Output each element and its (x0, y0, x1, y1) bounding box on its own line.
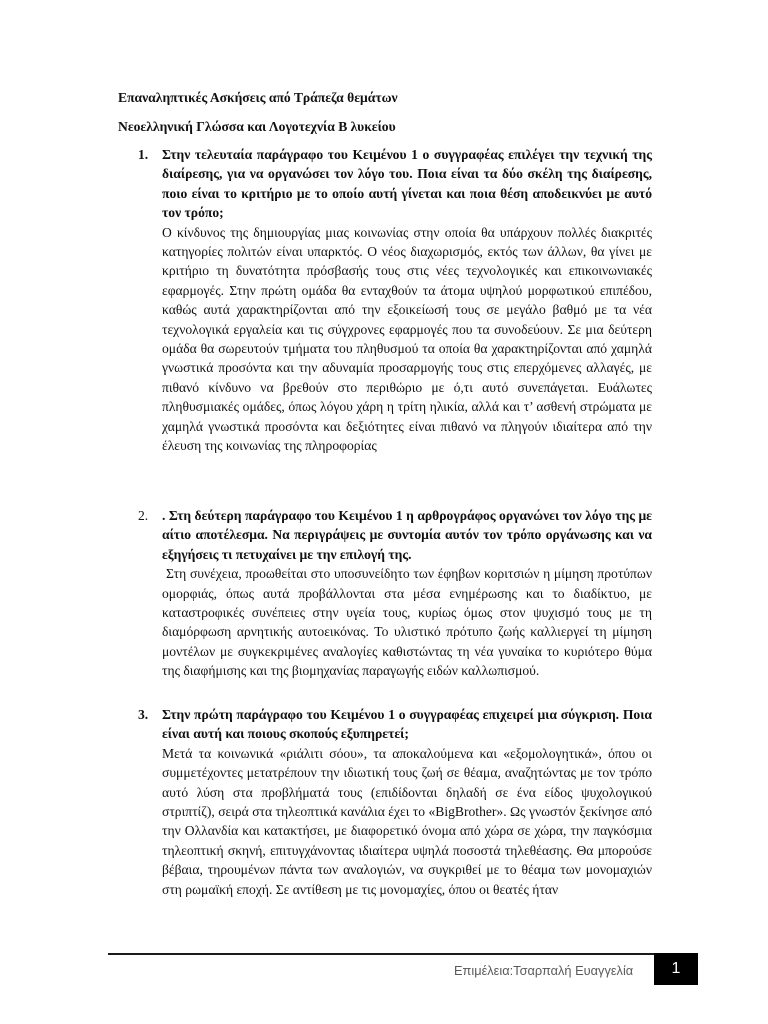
page-number-badge (654, 953, 698, 985)
exercise-item-3 (138, 705, 652, 899)
document-subtitle: Νεοελληνική Γλώσσα και Λογοτεχνία Β λυκείου (118, 119, 396, 134)
footer-author: Επιμέλεια:Τσαρπαλή Ευαγγελία (454, 963, 634, 978)
exercise-answer: Στη συνέχεια, προωθείται στο υποσυνείδητο των έφηβων κοριτσιών η μίμηση προτύπων ομορφιάς, όπως αυτά προβάλλονται στα μέσα ενημέρωσης και το διαδίκτυο, με καταστροφικές συνέπειες στην υγεία τους, κυρίως όμως στον ψυχισμό τους με τη διαμόρφωση αρνητικής αυτοεικόνας. Το υλιστικό πρότυπο ζωής καλλιεργεί τη μίμηση μοντέλων με συγκεκριμένες αναλογίες καθιστώντας τη νέα γυναίκα το κυριότερο θύμα της διαφήμισης και της βιομηχανίας παραγωγής ειδών καλλωπισμού. (162, 566, 652, 679)
exercise-item-1 (138, 145, 652, 456)
exercise-number: 3. (138, 707, 149, 722)
exercise-question: . Στη δεύτερη παράγραφο του Κειμένου 1 η αρθρογράφος οργανώνει τον λόγο της με αίτιο αποτέλεσμα. Να περιγράψεις με συντομία αυτόν τον τρόπο οργάνωσης και να εξηγήσεις τι πετυχαίνει με την επιλογή της. (162, 508, 652, 562)
footer-divider (108, 953, 654, 955)
exercise-item-2 (138, 506, 652, 681)
exercise-number: 2. (138, 508, 149, 523)
exercise-answer: Ο κίνδυνος της δημιουργίας μιας κοινωνίας στην οποία θα υπάρχουν πολλές διακριτές κατηγορίες πολιτών είναι υπαρκτός. Ο νέος διαχωρισμός, εκτός των άλλων, θα γίνει με κριτήριο τη δυνατότητα πρόσβασής τους στις νέες τεχνολογικές και επικοινωνιακές εφαρμογές. Στην πρώτη ομάδα θα ενταχθούν τα άτομα υψηλού μορφωτικού επιπέδου, καθώς αυτά χαρακτηρίζονται από την εξοικείωσή τους σε μεγάλο βαθμό με τα νέα τεχνολογικά εργαλεία και τις σύγχρονες εφαρμογές που τα συνοδεύουν. Σε μια δεύτερη ομάδα θα σωρευτούν τμήματα του πληθυσμού τα οποία θα χαρακτηρίζονται από χαμηλά γνωστικά προσόντα και την αδυναμία προσαρμογής τους στις επερχόμενες αλλαγές, με πιθανό κίνδυνο να βρεθούν στο περιθώριο με ό,τι αυτό συνεπάγεται. Ευάλωτες πληθυσμιακές ομάδες, όπως λόγου χάρη η τρίτη ηλικία, αλλά και τ’ ασθενή στρώματα με χαμηλά γνωστικά προσόντα και δεξιότητες είναι πιθανό να πληγούν ιδιαίτερα από την έλευση της κοινωνίας της πληροφορίας (162, 224, 652, 454)
page-number: 1 (671, 960, 681, 977)
document-title: Επαναληπτικές Ασκήσεις από Τράπεζα θεμάτων (118, 90, 398, 105)
exercise-question: Στην πρώτη παράγραφο του Κειμένου 1 ο συγγραφέας επιχειρεί μια σύγκριση. Ποια είναι αυτή και ποιους σκοπούς εξυπηρετεί; (162, 707, 652, 742)
exercise-question: Στην τελευταία παράγραφο του Κειμένου 1 ο συγγραφέας επιλέγει την τεχνική της διαίρεσης, για να οργανώσει τον λόγο του. Ποια είναι τα δύο σκέλη της διαίρεσης, ποιο είναι το κριτήριο με το οποίο αυτή γίνεται και ποια θέση αποδεικνύει με αυτό τον τρόπο; (162, 147, 652, 221)
exercise-number: 1. (138, 147, 149, 162)
exercise-answer: Μετά τα κοινωνικά «ριάλιτι σόου», τα αποκαλούμενα και «εξομολογητικά», όπου οι συμμετέχοντες μετατρέπουν την ιδιωτική τους ζωή σε θέαμα, αναζητώντας με τον τρόπο αυτό λύση στα προβλήματά τους (επιδίδονται δηλαδή σε ένα είδος ψυχολογικού στριπτίζ), σειρά στα τηλεοπτικά κανάλια έχει το «BigBrother». Ως γνωστόν ξεκίνησε από την Ολλανδία και κατακτήσει, με διαφορετικό όνομα από χώρα σε χώρα, την παγκόσμια τηλεοπτική σκηνή, επιτυγχάνοντας ιδιαίτερα υψηλά ποσοστά τηλεθέασης. Θα μπορούσε βέβαια, τηρουμένων πάντα των αναλογιών, να συγκριθεί με το θέαμα των μονομαχιών στη ρωμαϊκή εποχή. Σε αντίθεση με τις μονομαχίες, όπου οι θεατές ήταν (162, 745, 652, 897)
